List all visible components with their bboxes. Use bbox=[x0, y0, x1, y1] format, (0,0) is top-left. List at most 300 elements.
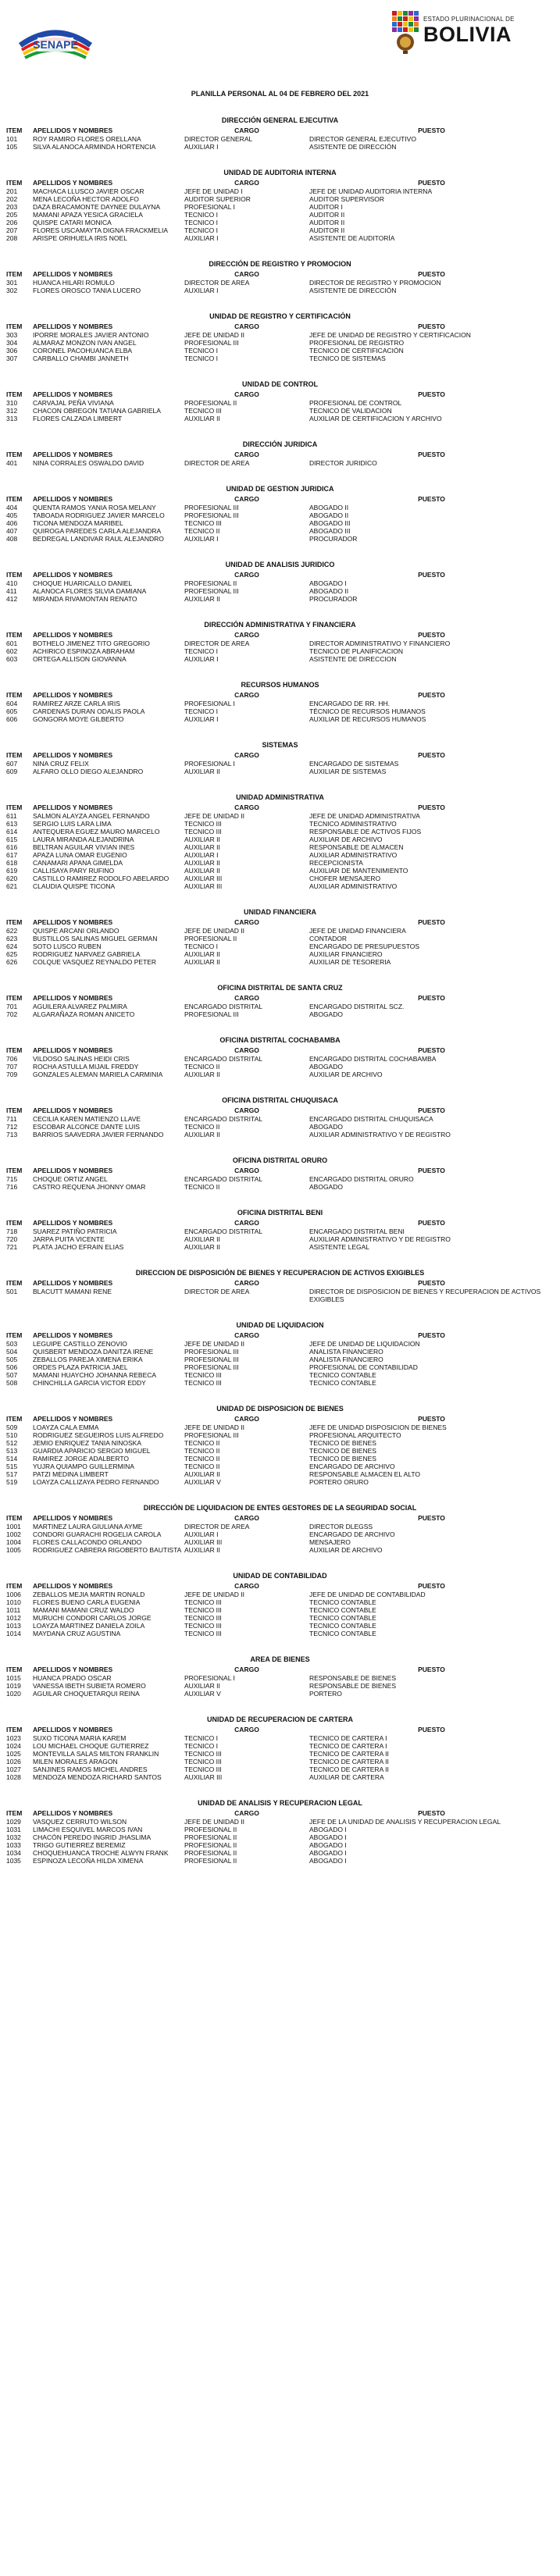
cargo-cell: PROFESIONAL II bbox=[184, 1826, 237, 1833]
puesto-cell: PROFESIONAL DE REGISTRO bbox=[309, 339, 405, 347]
puesto-cell: ABOGADO bbox=[309, 1010, 343, 1018]
section bbox=[6, 1715, 554, 1781]
name-cell: MARTINEZ LAURA GIULIANA AYME bbox=[33, 1523, 143, 1530]
name-cell: VILDOSO SALINAS HEIDI CRIS bbox=[33, 1055, 130, 1063]
item-cell: 603 bbox=[6, 655, 18, 663]
item-cell: 609 bbox=[6, 768, 18, 775]
item-cell: 615 bbox=[6, 836, 18, 843]
name-cell: CASTILLO RAMIREZ RODOLFO ABELARDO bbox=[33, 875, 169, 882]
name-cell: CONDORI GUARACHI ROGELIA CAROLA bbox=[33, 1530, 162, 1538]
column-header-name: APELLIDOS Y NOMBRES bbox=[33, 631, 113, 639]
table-header bbox=[6, 1415, 554, 1423]
name-cell: ALMARAZ MONZON IVAN ANGEL bbox=[33, 339, 137, 347]
name-cell: CHACÓN PEREDO INGRID JHASLIMA bbox=[33, 1833, 152, 1841]
item-cell: 517 bbox=[6, 1470, 18, 1478]
table-row bbox=[6, 882, 554, 890]
column-header-puesto: PUESTO bbox=[418, 270, 445, 278]
name-cell: ALFARO OLLO DIEGO ALEJANDRO bbox=[33, 768, 144, 775]
section-title: DIRECCIÓN JURIDICA bbox=[242, 440, 318, 448]
puesto-cell: TECNICO CONTABLE bbox=[309, 1371, 376, 1379]
table-row bbox=[6, 1288, 554, 1303]
column-header-name: APELLIDOS Y NOMBRES bbox=[33, 1331, 113, 1339]
cargo-cell: ENCARGADO DISTRITAL bbox=[184, 1115, 262, 1123]
cargo-cell: TECNICO III bbox=[184, 820, 222, 828]
section bbox=[6, 1096, 554, 1138]
cargo-cell: PROFESIONAL III bbox=[184, 504, 239, 511]
puesto-cell: ANALISTA FINANCIERO bbox=[309, 1356, 383, 1363]
cargo-cell: AUXILIAR V bbox=[184, 1690, 221, 1698]
column-header-item: ITEM bbox=[6, 994, 23, 1002]
item-cell: 1004 bbox=[6, 1538, 21, 1546]
column-header-item: ITEM bbox=[6, 495, 23, 503]
item-cell: 621 bbox=[6, 882, 18, 890]
item-cell: 206 bbox=[6, 219, 18, 226]
column-header-item: ITEM bbox=[6, 179, 23, 187]
puesto-cell: ABOGADO II bbox=[309, 504, 349, 511]
section-title: UNIDAD DE AUDITORIA INTERNA bbox=[223, 169, 337, 176]
section-title: UNIDAD DE RECUPERACION DE CARTERA bbox=[206, 1716, 353, 1723]
item-cell: 707 bbox=[6, 1063, 18, 1071]
puesto-cell: ANALISTA FINANCIERO bbox=[309, 1348, 383, 1356]
puesto-cell: RECEPCIONISTA bbox=[309, 859, 363, 867]
item-cell: 1035 bbox=[6, 1857, 21, 1865]
item-cell: 1028 bbox=[6, 1773, 21, 1781]
puesto-cell: JEFE DE UNIDAD DE CONTABILIDAD bbox=[309, 1591, 426, 1598]
column-header-cargo: CARGO bbox=[234, 751, 259, 759]
section bbox=[6, 168, 554, 242]
table-row bbox=[6, 1063, 554, 1071]
name-cell: ROY RAMIRO FLORES ORELLANA bbox=[33, 135, 141, 143]
item-cell: 622 bbox=[6, 927, 18, 935]
section-title: DIRECCIÓN DE REGISTRO Y PROMOCION bbox=[209, 260, 351, 268]
item-cell: 512 bbox=[6, 1439, 18, 1447]
column-header-puesto: PUESTO bbox=[418, 1219, 445, 1227]
name-cell: MILEN MORALES ARAGON bbox=[33, 1758, 118, 1765]
puesto-cell: ABOGADO bbox=[309, 1063, 343, 1071]
puesto-cell: ASISTENTE LEGAL bbox=[309, 1243, 369, 1251]
table-row bbox=[6, 1003, 554, 1010]
column-header-puesto: PUESTO bbox=[418, 495, 445, 503]
cargo-cell: TECNICO II bbox=[184, 527, 220, 535]
item-cell: 404 bbox=[6, 504, 18, 511]
table-row bbox=[6, 1243, 554, 1251]
puesto-cell: TECNICO DE BIENES bbox=[309, 1455, 376, 1463]
section-title: DIRECCION DE DISPOSICIÓN DE BIENES Y RECUPERACION DE ACTIVOS EXIGIBLES bbox=[135, 1269, 425, 1277]
table-row bbox=[6, 504, 554, 511]
name-cell: RAMIREZ JORGE ADALBERTO bbox=[33, 1455, 129, 1463]
cargo-cell: AUXILIAR II bbox=[184, 867, 220, 875]
name-cell: ALANOCA FLORES SILVIA DAMIANA bbox=[33, 587, 147, 595]
table-row bbox=[6, 211, 554, 219]
puesto-cell: PROCURADOR bbox=[309, 535, 358, 543]
cargo-cell: AUXILIAR II bbox=[184, 1235, 220, 1243]
cargo-cell: TECNICO III bbox=[184, 1622, 222, 1630]
item-cell: 702 bbox=[6, 1010, 18, 1018]
section-title: UNIDAD DE DISPOSICION DE BIENES bbox=[216, 1405, 344, 1413]
item-cell: 313 bbox=[6, 415, 18, 422]
puesto-cell: MENSAJERO bbox=[309, 1538, 351, 1546]
puesto-cell: TECNICO CONTABLE bbox=[309, 1622, 376, 1630]
cargo-cell: TECNICO III bbox=[184, 1750, 222, 1758]
section-title: UNIDAD DE LIQUIDACION bbox=[236, 1321, 324, 1329]
cargo-cell: AUXILIAR II bbox=[184, 958, 220, 966]
puesto-cell: AUDITOR I bbox=[309, 203, 343, 211]
name-cell: CARBALLO CHAMBI JANNETH bbox=[33, 355, 129, 362]
item-cell: 1032 bbox=[6, 1833, 21, 1841]
name-cell: MENA LECOÑA HECTOR ADOLFO bbox=[33, 195, 139, 203]
item-cell: 602 bbox=[6, 647, 18, 655]
country-name: BOLIVIA bbox=[423, 23, 512, 46]
name-cell: DAZA BRACAMONTE DAYNEE DULAYNA bbox=[33, 203, 161, 211]
section bbox=[6, 1655, 554, 1698]
table-row bbox=[6, 407, 554, 415]
item-cell: 1033 bbox=[6, 1841, 21, 1849]
column-header-item: ITEM bbox=[6, 918, 23, 926]
puesto-cell: TECNICO DE CARTERA I bbox=[309, 1742, 387, 1750]
name-cell: ACHIRICO ESPINOZA ABRAHAM bbox=[33, 647, 135, 655]
table-row bbox=[6, 203, 554, 211]
puesto-cell: ENCARGADO DE ARCHIVO bbox=[309, 1463, 395, 1470]
cargo-cell: PROFESIONAL II bbox=[184, 579, 237, 587]
puesto-cell: TECNICO DE SISTEMAS bbox=[309, 355, 386, 362]
section bbox=[6, 440, 554, 467]
cargo-cell: AUXILIAR I bbox=[184, 287, 219, 294]
cargo-cell: PROFESIONAL I bbox=[184, 203, 235, 211]
puesto-cell: ASISTENTE DE DIRECCIÓN bbox=[309, 287, 397, 294]
cargo-cell: TECNICO III bbox=[184, 1598, 222, 1606]
column-header-name: APELLIDOS Y NOMBRES bbox=[33, 691, 113, 699]
puesto-cell: TECNICO DE CARTERA II bbox=[309, 1765, 389, 1773]
cargo-cell: TECNICO III bbox=[184, 1765, 222, 1773]
section-title: SISTEMAS bbox=[262, 741, 298, 749]
table-header bbox=[6, 1219, 554, 1227]
section-title: DIRECCIÓN DE LIQUIDACION DE ENTES GESTORES DE LA SEGURIDAD SOCIAL bbox=[143, 1504, 417, 1512]
item-cell: 201 bbox=[6, 187, 18, 195]
puesto-cell: AUXILIAR ADMINISTRATIVO bbox=[309, 851, 398, 859]
column-header-puesto: PUESTO bbox=[418, 631, 445, 639]
puesto-cell: PROFESIONAL ARQUITECTO bbox=[309, 1431, 401, 1439]
cargo-cell: AUXILIAR I bbox=[184, 535, 219, 543]
item-cell: 701 bbox=[6, 1003, 18, 1010]
table-row bbox=[6, 234, 554, 242]
column-header-puesto: PUESTO bbox=[418, 1279, 445, 1287]
table-row bbox=[6, 1750, 554, 1758]
name-cell: GONZALES ALEMAN MARIELA CARMINIA bbox=[33, 1071, 163, 1078]
name-cell: PLATA JACHO EFRAIN ELIAS bbox=[33, 1243, 124, 1251]
column-header-cargo: CARGO bbox=[234, 1331, 259, 1339]
item-cell: 310 bbox=[6, 399, 18, 407]
column-header-puesto: PUESTO bbox=[418, 803, 445, 811]
puesto-cell: TECNICO DE BIENES bbox=[309, 1447, 376, 1455]
item-cell: 1014 bbox=[6, 1630, 21, 1637]
table-row bbox=[6, 1818, 554, 1826]
puesto-cell: DIRECTOR GENERAL EJECUTIVO bbox=[309, 135, 416, 143]
item-cell: 614 bbox=[6, 828, 18, 836]
section bbox=[6, 1320, 554, 1387]
name-cell: QUIROGA PAREDES CARLA ALEJANDRA bbox=[33, 527, 162, 535]
item-cell: 203 bbox=[6, 203, 18, 211]
table-row bbox=[6, 867, 554, 875]
item-cell: 519 bbox=[6, 1478, 18, 1486]
table-row bbox=[6, 1071, 554, 1078]
table-row bbox=[6, 331, 554, 339]
name-cell: ORDES PLAZA PATRICIA JAEL bbox=[33, 1363, 128, 1371]
name-cell: HUANCA HILARI ROMULO bbox=[33, 279, 115, 287]
column-header-name: APELLIDOS Y NOMBRES bbox=[33, 1106, 113, 1114]
table-row bbox=[6, 1431, 554, 1439]
table-row bbox=[6, 219, 554, 226]
table-row bbox=[6, 820, 554, 828]
item-cell: 712 bbox=[6, 1123, 18, 1131]
puesto-cell: JEFE DE UNIDAD DE REGISTRO Y CERTIFICACION bbox=[309, 331, 471, 339]
column-header-cargo: CARGO bbox=[234, 1167, 259, 1174]
name-cell: MAMANI HUAYCHO JOHANNA REBECA bbox=[33, 1371, 157, 1379]
table-row bbox=[6, 1235, 554, 1243]
column-header-name: APELLIDOS Y NOMBRES bbox=[33, 571, 113, 579]
name-cell: SOTO LUSCO RUBEN bbox=[33, 942, 102, 950]
cargo-cell: TECNICO I bbox=[184, 1734, 218, 1742]
table-row bbox=[6, 511, 554, 519]
puesto-cell: DIRECTOR JURIDICO bbox=[309, 459, 377, 467]
name-cell: ROCHA ASTULLA MIJAIL FREDDY bbox=[33, 1063, 139, 1071]
table-header bbox=[6, 495, 554, 504]
puesto-cell: PORTERO ORURO bbox=[309, 1478, 369, 1486]
puesto-cell: AUXILIAR DE RECURSOS HUMANOS bbox=[309, 715, 426, 723]
cargo-cell: TECNICO III bbox=[184, 1606, 222, 1614]
item-cell: 1025 bbox=[6, 1750, 21, 1758]
table-row bbox=[6, 1606, 554, 1614]
column-header-item: ITEM bbox=[6, 691, 23, 699]
puesto-cell: TECNICO DE BIENES bbox=[309, 1439, 376, 1447]
cargo-cell: JEFE DE UNIDAD II bbox=[184, 1591, 244, 1598]
puesto-cell: DIRECTOR DE DISPOSICION DE BIENES Y RECUPERACION DE ACTIVOS EXIGIBLES bbox=[309, 1288, 541, 1303]
column-header-cargo: CARGO bbox=[234, 994, 259, 1002]
table-row bbox=[6, 1546, 554, 1554]
column-header-cargo: CARGO bbox=[234, 1279, 259, 1287]
cargo-cell: ENCARGADO DISTRITAL bbox=[184, 1003, 262, 1010]
cargo-cell: DIRECTOR DE AREA bbox=[184, 640, 250, 647]
cargo-cell: JEFE DE UNIDAD II bbox=[184, 812, 244, 820]
table-row bbox=[6, 595, 554, 603]
item-cell: 623 bbox=[6, 935, 18, 942]
cargo-cell: AUXILIAR II bbox=[184, 1071, 220, 1078]
cargo-cell: PROFESIONAL II bbox=[184, 1849, 237, 1857]
column-header-puesto: PUESTO bbox=[418, 1582, 445, 1590]
cargo-cell: AUXILIAR I bbox=[184, 715, 219, 723]
column-header-item: ITEM bbox=[6, 571, 23, 579]
section bbox=[6, 1268, 554, 1303]
column-header-cargo: CARGO bbox=[234, 1809, 259, 1817]
section bbox=[6, 560, 554, 603]
puesto-cell: TÉCNICO DE RECURSOS HUMANOS bbox=[309, 707, 426, 715]
cargo-cell: TECNICO I bbox=[184, 647, 218, 655]
item-cell: 1031 bbox=[6, 1826, 21, 1833]
column-header-puesto: PUESTO bbox=[418, 1415, 445, 1423]
cargo-cell: AUXILIAR II bbox=[184, 1131, 220, 1138]
cargo-cell: TECNICO II bbox=[184, 1439, 220, 1447]
name-cell: BOTHELO JIMENEZ TITO GREGORIO bbox=[33, 640, 150, 647]
table-row bbox=[6, 1734, 554, 1742]
puesto-cell: CONTADOR bbox=[309, 935, 348, 942]
table-row bbox=[6, 1115, 554, 1123]
name-cell: LOU MICHAEL CHOQUE GUTIERREZ bbox=[33, 1742, 149, 1750]
table-row bbox=[6, 143, 554, 151]
column-header-item: ITEM bbox=[6, 1219, 23, 1227]
name-cell: MACHACA LLUSCO JAVIER OSCAR bbox=[33, 187, 144, 195]
column-header-name: APELLIDOS Y NOMBRES bbox=[33, 751, 113, 759]
name-cell: FLORES BUENO CARLA EUGENIA bbox=[33, 1598, 141, 1606]
puesto-cell: ENCARGADO DISTRITAL CHUQUISACA bbox=[309, 1115, 433, 1123]
item-cell: 412 bbox=[6, 595, 18, 603]
puesto-cell: AUXILIAR FINANCIERO bbox=[309, 950, 383, 958]
section bbox=[6, 1571, 554, 1637]
column-header-cargo: CARGO bbox=[234, 691, 259, 699]
name-cell: COLQUE VASQUEZ REYNALDO PETER bbox=[33, 958, 157, 966]
item-cell: 715 bbox=[6, 1175, 18, 1183]
cargo-cell: TECNICO III bbox=[184, 1371, 222, 1379]
name-cell: JARPA PUITA VICENTE bbox=[33, 1235, 105, 1243]
staff-table bbox=[0, 116, 560, 1865]
cargo-cell: JEFE DE UNIDAD II bbox=[184, 1423, 244, 1431]
name-cell: SERGIO LUIS LARA LIMA bbox=[33, 820, 112, 828]
item-cell: 501 bbox=[6, 1288, 18, 1295]
puesto-cell: AUXILIAR DE CERTIFICACION Y ARCHIVO bbox=[309, 415, 442, 422]
cargo-cell: PROFESIONAL III bbox=[184, 587, 239, 595]
column-header-name: APELLIDOS Y NOMBRES bbox=[33, 126, 113, 134]
column-header-cargo: CARGO bbox=[234, 126, 259, 134]
puesto-cell: TECNICO DE PLANIFICACION bbox=[309, 647, 403, 655]
table-row bbox=[6, 1773, 554, 1781]
item-cell: 1002 bbox=[6, 1530, 21, 1538]
table-row bbox=[6, 1010, 554, 1018]
cargo-cell: AUXILIAR II bbox=[184, 595, 220, 603]
puesto-cell: AUXILIAR ADMINISTRATIVO Y DE REGISTRO bbox=[309, 1235, 451, 1243]
table-row bbox=[6, 1690, 554, 1698]
section bbox=[6, 116, 554, 151]
cargo-cell: ENCARGADO DISTRITAL bbox=[184, 1175, 262, 1183]
column-header-puesto: PUESTO bbox=[418, 691, 445, 699]
item-cell: 721 bbox=[6, 1243, 18, 1251]
name-cell: BUSTILLOS SALINAS MIGUEL GERMAN bbox=[33, 935, 158, 942]
table-header bbox=[6, 691, 554, 700]
puesto-cell: PORTERO bbox=[309, 1690, 342, 1698]
section bbox=[6, 1208, 554, 1251]
name-cell: MENDOZA MENDOZA RICHARD SANTOS bbox=[33, 1773, 162, 1781]
section-title: UNIDAD DE ANALISIS Y RECUPERACION LEGAL bbox=[198, 1799, 362, 1807]
name-cell: LIMACHI ESQUIVEL MARCOS IVAN bbox=[33, 1826, 143, 1833]
column-header-name: APELLIDOS Y NOMBRES bbox=[33, 1046, 113, 1054]
puesto-cell: JEFE DE UNIDAD ADMINISTRATIVA bbox=[309, 812, 420, 820]
puesto-cell: AUXILIAR ADMINISTRATIVO bbox=[309, 882, 398, 890]
cargo-cell: TECNICO I bbox=[184, 942, 218, 950]
column-header-name: APELLIDOS Y NOMBRES bbox=[33, 1415, 113, 1423]
puesto-cell: ENCARGADO DE PRESUPUESTOS bbox=[309, 942, 420, 950]
table-row bbox=[6, 355, 554, 362]
name-cell: BLACUTT MAMANI RENE bbox=[33, 1288, 112, 1295]
item-cell: 101 bbox=[6, 135, 18, 143]
cargo-cell: JEFE DE UNIDAD I bbox=[184, 187, 243, 195]
table-row bbox=[6, 812, 554, 820]
name-cell: CORONEL PACOHUANCA ELBA bbox=[33, 347, 133, 355]
section bbox=[6, 620, 554, 663]
cargo-cell: TECNICO I bbox=[184, 211, 218, 219]
item-cell: 1034 bbox=[6, 1849, 21, 1857]
name-cell: CHOQUEHUANCA TROCHE ALWYN FRANK bbox=[33, 1849, 169, 1857]
cargo-cell: TECNICO I bbox=[184, 707, 218, 715]
table-row bbox=[6, 1478, 554, 1486]
cargo-cell: AUXILIAR II bbox=[184, 1243, 220, 1251]
cargo-cell: TECNICO I bbox=[184, 355, 218, 362]
cargo-cell: AUXILIAR I bbox=[184, 1530, 219, 1538]
item-cell: 1012 bbox=[6, 1614, 21, 1622]
cargo-cell: AUXILIAR II bbox=[184, 768, 220, 775]
table-row bbox=[6, 135, 554, 143]
column-header-item: ITEM bbox=[6, 751, 23, 759]
column-header-puesto: PUESTO bbox=[418, 1809, 445, 1817]
column-header-item: ITEM bbox=[6, 1809, 23, 1817]
table-row bbox=[6, 640, 554, 647]
cargo-cell: DIRECTOR DE AREA bbox=[184, 279, 250, 287]
table-row bbox=[6, 195, 554, 203]
item-cell: 1020 bbox=[6, 1690, 21, 1698]
table-row bbox=[6, 1123, 554, 1131]
column-header-name: APELLIDOS Y NOMBRES bbox=[33, 994, 113, 1002]
column-header-puesto: PUESTO bbox=[418, 126, 445, 134]
puesto-cell: TECNICO CONTABLE bbox=[309, 1598, 376, 1606]
puesto-cell: DIRECTOR ADMINISTRATIVO Y FINANCIERO bbox=[309, 640, 451, 647]
name-cell: GUARDIA APARICIO SERGIO MIGUEL bbox=[33, 1447, 151, 1455]
column-header-item: ITEM bbox=[6, 803, 23, 811]
puesto-cell: AUXILIAR DE CARTERA bbox=[309, 1773, 384, 1781]
name-cell: RODRIGUEZ NARVAEZ GABRIELA bbox=[33, 950, 141, 958]
item-cell: 312 bbox=[6, 407, 18, 415]
table-row bbox=[6, 843, 554, 851]
name-cell: ALGARAÑAZA ROMAN ANICETO bbox=[33, 1010, 135, 1018]
state-seal-icon bbox=[391, 8, 420, 55]
puesto-cell: AUXILIAR DE MANTENIMIENTO bbox=[309, 867, 408, 875]
item-cell: 303 bbox=[6, 331, 18, 339]
section bbox=[6, 484, 554, 543]
item-cell: 716 bbox=[6, 1183, 18, 1191]
cargo-cell: ENCARGADO DISTRITAL bbox=[184, 1055, 262, 1063]
table-row bbox=[6, 1857, 554, 1865]
name-cell: QUISPE ARCANI ORLANDO bbox=[33, 927, 119, 935]
item-cell: 604 bbox=[6, 700, 18, 707]
section bbox=[6, 740, 554, 775]
table-row bbox=[6, 1183, 554, 1191]
cargo-cell: TECNICO III bbox=[184, 519, 222, 527]
puesto-cell: AUXILIAR DE ARCHIVO bbox=[309, 836, 383, 843]
column-header-name: APELLIDOS Y NOMBRES bbox=[33, 918, 113, 926]
puesto-cell: TECNICO ADMINISTRATIVO bbox=[309, 820, 397, 828]
table-row bbox=[6, 1175, 554, 1183]
column-header-name: APELLIDOS Y NOMBRES bbox=[33, 1514, 113, 1522]
table-header bbox=[6, 1726, 554, 1734]
cargo-cell: AUXILIAR II bbox=[184, 415, 220, 422]
column-header-puesto: PUESTO bbox=[418, 751, 445, 759]
puesto-cell: ABOGADO III bbox=[309, 519, 351, 527]
name-cell: CANAMARI APANA GIMELDA bbox=[33, 859, 123, 867]
item-cell: 620 bbox=[6, 875, 18, 882]
table-row bbox=[6, 851, 554, 859]
name-cell: YUJRA QUIAMPO GUILLERMINA bbox=[33, 1463, 134, 1470]
section-title: OFICINA DISTRITAL COCHABAMBA bbox=[219, 1036, 341, 1044]
column-header-puesto: PUESTO bbox=[418, 390, 445, 398]
table-row bbox=[6, 715, 554, 723]
column-header-cargo: CARGO bbox=[234, 571, 259, 579]
table-row bbox=[6, 707, 554, 715]
item-cell: 1024 bbox=[6, 1742, 21, 1750]
